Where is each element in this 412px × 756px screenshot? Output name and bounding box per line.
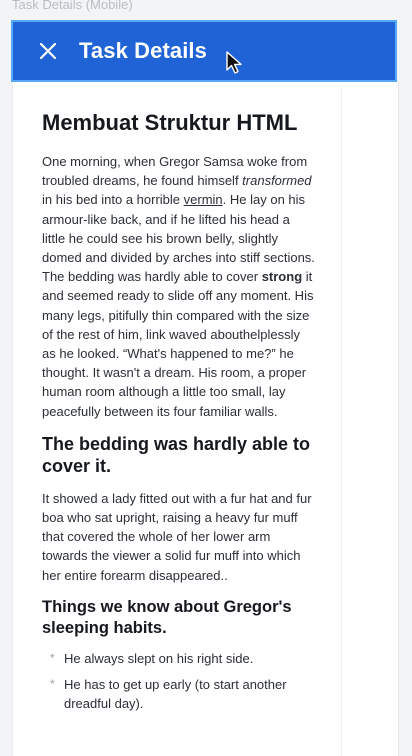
- article-paragraph-1: [42, 152, 316, 421]
- close-icon: [39, 42, 57, 60]
- article-subheading: The bedding was hardly able to cover it.: [42, 433, 311, 476]
- text: . He lay on his armour-like back, and if he lifted his head a little he could see his brown belly, slightly domed and divided by arches into stiff sections. The bedding was hardly able to cover: [42, 192, 315, 285]
- vermin-link[interactable]: vermin: [183, 192, 223, 208]
- text: in his bed into a horrible: [42, 192, 184, 208]
- text: One morning, when Gregor Samsa woke from troubled dreams, he found himself: [42, 154, 308, 189]
- emphasis-text: transformed: [242, 173, 312, 189]
- close-button[interactable]: [35, 38, 61, 64]
- frame-title: Task Details (Mobile): [12, 0, 133, 12]
- list-item: [42, 649, 316, 668]
- mouse-cursor-icon: [224, 50, 246, 76]
- page-title: Task Details: [79, 38, 207, 63]
- text: it and seemed ready to slide off any moment. His many legs, pitifully thin compared with the size of the rest of him, link waved abouthelplessly as he looked. “What's happened to me?” he thought. It wasn't a dream. His room, a proper human room although a little too small, lay peacefully between its four familiar walls.: [42, 269, 314, 419]
- bullet-icon: *: [50, 677, 55, 692]
- side-divider: [341, 88, 342, 756]
- bullet-icon: *: [50, 650, 55, 665]
- app-bar: [11, 20, 397, 82]
- habits-list: [42, 649, 316, 714]
- article-heading: Membuat Struktur HTML: [42, 110, 298, 135]
- list-item: [42, 675, 316, 713]
- strong-text: strong: [261, 269, 303, 285]
- article-paragraph-2: It showed a lady fitted out with a fur hat and fur boa who sat upright, raising a heavy fur muff that covered the whole of her lower arm towards the viewer a solid fur muff into which her entire forearm disappeared..: [42, 490, 312, 583]
- article-subheading-small: Things we know about Gregor's sleeping habits.: [42, 597, 292, 637]
- list-item-text: He has to get up early (to start another dreadful day).: [64, 677, 287, 712]
- task-article: [42, 108, 316, 720]
- list-item-text: He always slept on his right side.: [64, 650, 254, 666]
